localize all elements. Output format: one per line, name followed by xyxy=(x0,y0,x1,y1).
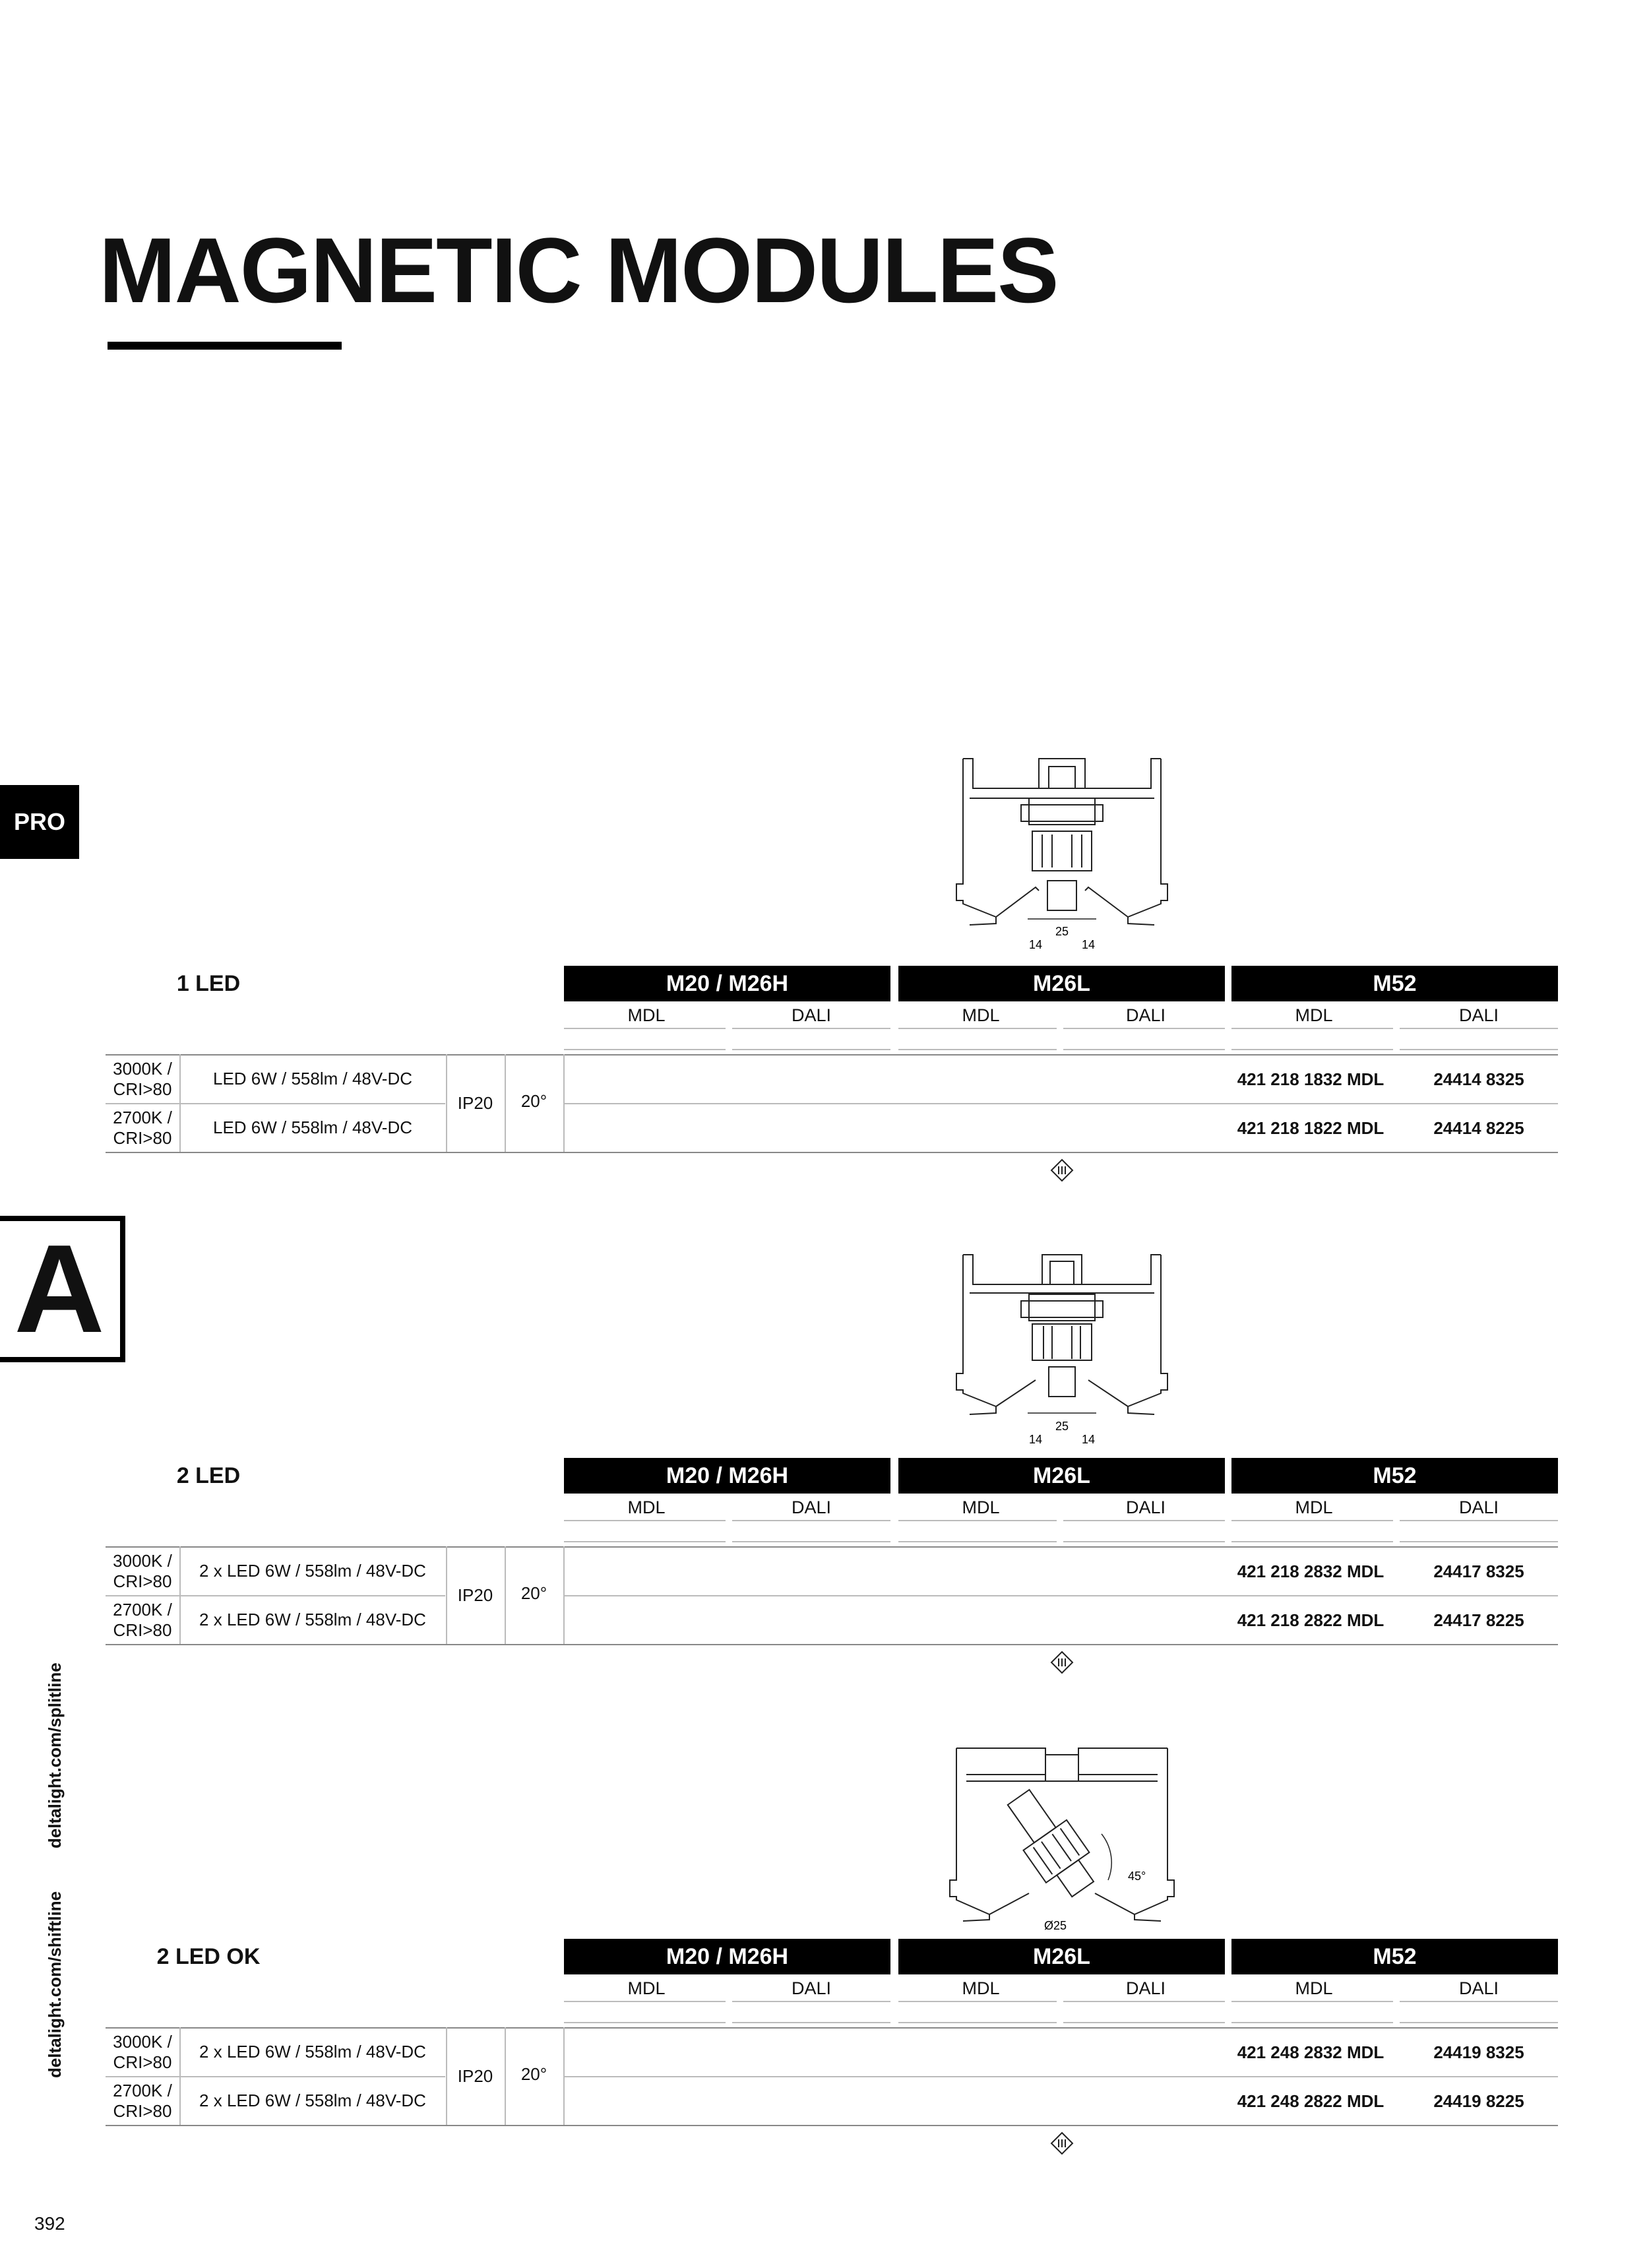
article-code-mdl: 421 218 2832 MDL xyxy=(1237,1561,1385,1581)
sub-dali: DALI xyxy=(791,1497,832,1517)
sub-dali: DALI xyxy=(1125,1497,1166,1517)
sub-mdl: MDL xyxy=(627,1497,666,1517)
article-code-mdl: 421 218 1822 MDL xyxy=(1237,1118,1385,1138)
class-III-icon xyxy=(1050,2131,1074,2155)
article-code-dali: 24417 8325 xyxy=(1433,1561,1524,1581)
dim-left-2: 14 xyxy=(1028,1433,1043,1446)
article-code-mdl: 421 218 1832 MDL xyxy=(1237,1069,1385,1089)
led-spec: 2 x LED 6W / 558lm / 48V-DC xyxy=(199,1610,426,1630)
color-temp: 2700K / CRI>80 xyxy=(113,2080,172,2121)
led-spec: LED 6W / 558lm / 48V-DC xyxy=(213,1069,412,1089)
sub-mdl: MDL xyxy=(962,1005,1000,1025)
sub-dali: DALI xyxy=(791,1005,832,1025)
sub-dali: DALI xyxy=(1458,1497,1499,1517)
color-temp: 2700K / CRI>80 xyxy=(113,1107,172,1148)
led-spec: 2 x LED 6W / 558lm / 48V-DC xyxy=(199,2042,426,2062)
side-url-shiftline: deltalight.com/shiftline xyxy=(45,1891,65,2078)
column-head-m26l: M26L xyxy=(898,1939,1225,1974)
article-code-mdl: 421 218 2822 MDL xyxy=(1237,1610,1385,1630)
beam-angle: 20° xyxy=(520,2064,547,2085)
tilt-angle-label: 45° xyxy=(1128,1870,1146,1883)
column-head-m20: M20 / M26H xyxy=(564,1458,890,1494)
sub-dali: DALI xyxy=(1125,1005,1166,1025)
section-label: 2 LED xyxy=(176,1463,241,1488)
diameter-label: Ø25 xyxy=(1043,1919,1067,1932)
led-spec: LED 6W / 558lm / 48V-DC xyxy=(213,1118,412,1138)
article-code-dali: 24417 8225 xyxy=(1433,1610,1524,1630)
ip-rating: IP20 xyxy=(457,1093,493,1114)
title-underline xyxy=(108,342,342,350)
sub-mdl: MDL xyxy=(627,1005,666,1025)
article-code-mdl: 421 248 2822 MDL xyxy=(1237,2091,1385,2111)
section-label: 1 LED xyxy=(176,971,241,996)
sub-mdl: MDL xyxy=(627,1978,666,1998)
sub-mdl: MDL xyxy=(1295,1497,1333,1517)
article-code-dali: 24419 8325 xyxy=(1433,2042,1524,2062)
page-title: MAGNETIC MODULES xyxy=(99,218,1058,322)
ip-rating: IP20 xyxy=(457,1585,493,1606)
profile-drawing-1 xyxy=(943,752,1181,950)
sub-mdl: MDL xyxy=(962,1978,1000,1998)
beam-angle: 20° xyxy=(520,1091,547,1112)
sub-dali: DALI xyxy=(791,1978,832,1998)
ip-rating: IP20 xyxy=(457,2066,493,2087)
column-head-m52: M52 xyxy=(1231,966,1558,1001)
led-spec: 2 x LED 6W / 558lm / 48V-DC xyxy=(199,2091,426,2111)
column-head-m26l: M26L xyxy=(898,966,1225,1001)
article-code-dali: 24414 8325 xyxy=(1433,1069,1524,1089)
sub-dali: DALI xyxy=(1458,1978,1499,1998)
side-url-splitline: deltalight.com/splitline xyxy=(45,1662,65,1848)
sub-dali: DALI xyxy=(1125,1978,1166,1998)
section-label: 2 LED OK xyxy=(156,1944,261,1969)
dim-center-1: 25 xyxy=(1055,925,1069,938)
column-head-m26l: M26L xyxy=(898,1458,1225,1494)
dim-center-2: 25 xyxy=(1055,1420,1069,1433)
color-temp: 2700K / CRI>80 xyxy=(113,1599,172,1640)
dim-left-1: 14 xyxy=(1028,938,1043,950)
profile-drawing-3 xyxy=(930,1742,1194,1933)
section-letter-tab[interactable]: A xyxy=(0,1216,125,1362)
sub-mdl: MDL xyxy=(962,1497,1000,1517)
color-temp: 3000K / CRI>80 xyxy=(113,1550,172,1591)
dim-right-1: 14 xyxy=(1081,938,1096,950)
column-head-m20: M20 / M26H xyxy=(564,966,890,1001)
class-III-icon xyxy=(1050,1651,1074,1674)
article-code-mdl: 421 248 2832 MDL xyxy=(1237,2042,1385,2062)
article-code-dali: 24414 8225 xyxy=(1433,1118,1524,1138)
sub-dali: DALI xyxy=(1458,1005,1499,1025)
column-head-m52: M52 xyxy=(1231,1939,1558,1974)
beam-angle: 20° xyxy=(520,1583,547,1604)
article-code-dali: 24419 8225 xyxy=(1433,2091,1524,2111)
page-number: 392 xyxy=(34,2213,65,2234)
profile-drawing-2 xyxy=(943,1248,1181,1446)
class-III-icon xyxy=(1050,1158,1074,1182)
dim-right-2: 14 xyxy=(1081,1433,1096,1446)
color-temp: 3000K / CRI>80 xyxy=(113,1058,172,1099)
pro-tab[interactable]: PRO xyxy=(0,785,79,859)
sub-mdl: MDL xyxy=(1295,1005,1333,1025)
led-spec: 2 x LED 6W / 558lm / 48V-DC xyxy=(199,1561,426,1581)
sub-mdl: MDL xyxy=(1295,1978,1333,1998)
color-temp: 3000K / CRI>80 xyxy=(113,2031,172,2072)
column-head-m20: M20 / M26H xyxy=(564,1939,890,1974)
column-head-m52: M52 xyxy=(1231,1458,1558,1494)
